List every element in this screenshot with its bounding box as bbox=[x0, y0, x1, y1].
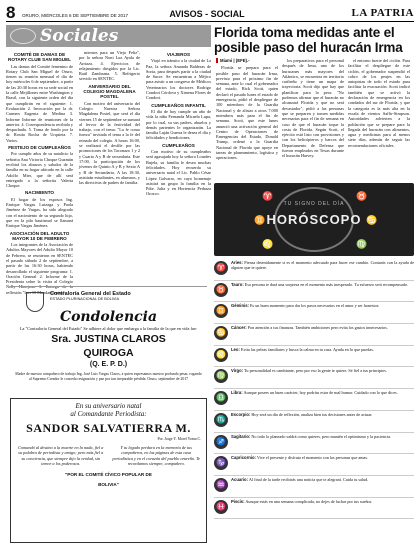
cancer-icon: ♋ bbox=[366, 215, 378, 225]
article-column-1 bbox=[214, 58, 280, 180]
sign-geminis bbox=[214, 302, 414, 324]
article-column-2 bbox=[280, 58, 346, 180]
sign-text: Esa persona te dará una sorpresa en el momento más inesperado. Tu esfuerzo será recompensado. bbox=[244, 281, 409, 287]
sign-text: Aunque posees un buen carácter, hoy podrías estar de mal humor. Cuidado con lo que dices. bbox=[243, 390, 398, 396]
aquarius-icon: ♒ bbox=[214, 478, 228, 492]
sociales-title: Sociales bbox=[40, 26, 119, 46]
anniversary-intro-line2: al Comandante Periodista: bbox=[70, 410, 147, 418]
horoscope-banner bbox=[214, 183, 414, 256]
item-heading: CUMPLEAÑOS INFANTIL bbox=[151, 102, 206, 108]
anniversary-intro-line1: En su aniversario natal bbox=[75, 402, 142, 410]
item-heading: NACIMIENTO bbox=[24, 190, 54, 196]
ornament-icon bbox=[10, 28, 36, 44]
sign-text: Hoy será un día de reflexión, analiza bien tus decisiones antes de actuar. bbox=[251, 411, 373, 417]
verse-right: Y tu legado perdura en la memoria de tus compañeros, en las páginas de esta casa periodística y en el corazón del pueblo orureño. Te recordamos siempre, compañero. bbox=[112, 445, 201, 467]
sign-virgo bbox=[214, 367, 414, 389]
sign-aries bbox=[214, 259, 414, 281]
item-body: Viajó en tránsito a la ciudad de La Paz, la señora Amanda Balderas de Soria, para después partir a la ciudad de Sucre. Se encuentran a Méjico para asistir a un congreso de Médicos Veterinarios los doctores Rodrigo Condori Córdova y Ximena Flores de Condori. bbox=[146, 58, 211, 101]
coat-of-arms-icon bbox=[26, 292, 44, 312]
sagittarius-icon: ♐ bbox=[214, 435, 228, 449]
condolence-ad bbox=[10, 286, 207, 394]
gemini-icon: ♊ bbox=[214, 304, 228, 318]
item-body: Por cumplir años de su natalicio la señorita Ana Victoria Choque Guzmán recibirá los abrazos y saludos de la familia en su hogar ubicado en la calle Adolfo Mier, que de allí será entregado a la señorita Valeria Choque. bbox=[6, 151, 73, 189]
sign-name: Piscis: bbox=[231, 498, 245, 504]
condolence-organization: Contraloría General del Estado bbox=[50, 291, 131, 297]
item-heading: FESTEJO DE CUMPLEAÑOS bbox=[8, 145, 71, 151]
sign-text: Piensa detenidamente si es el momento adecuado para hacer ese cambio. Contarás con la ayuda de alguien que te quiere. bbox=[231, 260, 415, 271]
sign-name: Escorpio: bbox=[231, 411, 251, 417]
sign-text: No todo lo planeado saldrá como quieres, pero mantén el optimismo y la paciencia. bbox=[251, 433, 392, 439]
article-body bbox=[214, 58, 414, 180]
deceased-surname: QUIROGA bbox=[83, 347, 134, 359]
item-heading: CUMPLEAÑOS bbox=[162, 142, 195, 148]
sign-text: Es un buen momento para dar los pasos necesarios en el amor y ser honestos. bbox=[249, 303, 380, 309]
sign-name: Sagitario: bbox=[231, 433, 251, 439]
sign-name: Géminis: bbox=[231, 303, 249, 309]
gemini-icon: ♊ bbox=[254, 215, 266, 225]
sign-sagitario bbox=[214, 433, 414, 455]
sociales-column-2 bbox=[76, 50, 143, 282]
sign-text: Aunque estás en una semana complicada, no dejes de luchar por tus sueños. bbox=[245, 498, 373, 504]
sign-name: Tauro: bbox=[231, 281, 244, 287]
sign-escorpio bbox=[214, 411, 414, 433]
honoree-name: SANDOR SALVATIERRA M. bbox=[26, 421, 191, 435]
leo-icon: ♌ bbox=[214, 348, 228, 362]
condolence-title: Condolencia bbox=[59, 309, 158, 325]
virgo-icon: ♍ bbox=[356, 239, 368, 249]
header-date: ORURO, MIÉRCOLES 6 DE SEPTIEMBRE DE 2017 bbox=[22, 13, 129, 18]
scorpio-icon: ♏ bbox=[214, 413, 228, 427]
sociales-column-1 bbox=[6, 50, 76, 295]
aries-icon: ♈ bbox=[214, 261, 228, 275]
item-heading: COMITÉ DE DAMAS DE ROTARY CLUB SAN MIGUEL bbox=[8, 52, 71, 63]
item-body: Con motivo del aniversario del Colegio Nuestra Señora Magdalena Postel, que será el día viernes 15 de septiembre se sumará al fervor de la festividad del trabajo, con el tema: "La fe como fuerza" invitada el tema a la fe del reinado del colegio. A horas 16:00, se realizará el desfile por las promociones de los Taconazo 1 y 2 y Cuarto A y B de secundaria. Este 17:00, la participación de los jóvenes de Quinto A y B y Sexto A y B de Secundaria. A las 18:30, asistirán estudiantes, ex alumnos, y las directivas de padres de familia. bbox=[79, 100, 140, 186]
sign-cancer bbox=[214, 324, 414, 346]
sign-leo bbox=[214, 346, 414, 368]
item-body: El hogar de los esposos Ing. Enrique Vargas Luizaga y Paola Jiménez de Vargas, ha sido alegrado con el nacimiento de su segundo hijo, que en la pila bautismal se llamará Enrique Vargas Jiménez. bbox=[6, 196, 73, 229]
libra-icon: ♎ bbox=[214, 391, 228, 405]
taurus-icon: ♉ bbox=[214, 283, 228, 297]
item-heading: ANIVERSARIO DEL COLEGIO MAGDALENA POSTEL bbox=[83, 83, 136, 100]
horoscope-list bbox=[214, 259, 414, 543]
deceased-name: Sra. JUSTINA CLAROS bbox=[51, 333, 166, 345]
sign-name: Leo: bbox=[231, 346, 240, 352]
anniversary-verses bbox=[16, 445, 201, 467]
condolence-footer: Madre de nuestro compañero de trabajo Ing. José Luis Vargas Claros, a quien expresamos nuestro profundo pesar, rogando al Supremo Creador le conceda resignación y paz por tan irreparable pérdida. Oruro, septiembre de 2017 bbox=[15, 372, 202, 381]
sign-text: Pon atención a tus finanzas. También ambiciones pero evita los gastos innecesarios. bbox=[247, 325, 388, 331]
anniversary-byline: Por. Jorge Y. Morel Yoma C. bbox=[157, 437, 201, 441]
verse-left: Comandó al destino a la muerte en la nada, fiel a su palabra de periodista y amigo; pero más fiel a su conciencia, que siempre dijo la verdad, sin temor a los poderosos. bbox=[18, 445, 104, 467]
taurus-icon: ♉ bbox=[356, 191, 368, 201]
pisces-icon: ♓ bbox=[214, 500, 228, 514]
item-body: mientos para un Viejo Feliz", por la señora Noni Luz Ayala de Arriaza. 4. Ejercicios de relajamiento dirigidos por la Lic. Raúl Zambrana. 5. Refrigerio servido en SENTEC. bbox=[79, 50, 140, 82]
page-header bbox=[6, 4, 414, 22]
sign-name: Virgo: bbox=[231, 368, 244, 374]
page-number: 8 bbox=[6, 3, 16, 22]
article-text: los preparativos para el personal después de Irma, uno de los huracanes más mayores del Atlántico, se encuentra en territorio caribeño y tiene un mapa de trayectoria. Scott dijo que hay que planificar para lo peor. "No podemos afirmar que el huracán no alcanzará Florida y que no será devastador", pidió a las personas que se preparen y tomen medidas necesarias para el fin de semana en caso de que el huracán toque la costa de Florida. Según Scott, el ejército está listo con provisiones y con los helicópteros y barcos del Departamento de Defensa que fueron empleados en Texas durante el huracán Harvey. bbox=[282, 58, 344, 159]
horoscope-subtitle: TU SIGNO DEL DÍA bbox=[283, 201, 345, 207]
virgo-icon: ♍ bbox=[214, 369, 228, 383]
capricorn-icon: ♑ bbox=[214, 456, 228, 470]
item-body: El día de hoy cumple un año de vida la niña Fernanda Micaela Lupa, por lo cual, su sus padres, abuelos y demás parientes le organizarán. La familia Luján Guerra le desea el día y felicidades y bendiciones. bbox=[146, 108, 211, 141]
item-body: Las damas del Comité femenino de Rotary Club San Miguel de Oruro, tienen su reunión mensual el día de hoy miércoles 6 de septiembre, a partir de las 20:30 horas en su sede social en la calle Mejillones entre Washington y Brasil, con la siguiente orden del día que cumplirán en el siguiente: 1. Evaluación 2. Invocación por la dr. Carmen Eugenia de Medina 3. Informe Informe de reuniones de la anterior. 4. Correspondencia recibida y despachada. 5. Toma de fondo por la dr. Rosita Rocha de Urquieta. 7. Varios. bbox=[6, 63, 73, 143]
item-body: Con motivo de su cumpleaños será agasajada hoy la señora Lourdes Bujela, su familia le desea muchas felicidades. Hoy recuerda su aniversario natal el Lic. Pablo César López Galvarro, en cuyo homenaje asistirá un grupo la familia en la Pdte. Julia y en Hortencia Pedraza Orozco. bbox=[146, 149, 211, 197]
condolence-org-subtitle: ESTADO PLURINACIONAL DE BOLIVIA bbox=[50, 297, 119, 301]
sociales-banner bbox=[6, 25, 211, 47]
sociales-column-3 bbox=[143, 50, 211, 282]
article-column-3 bbox=[346, 58, 412, 180]
cancer-icon: ♋ bbox=[214, 326, 228, 340]
anniversary-signature-line2: BOLIVIA" bbox=[98, 482, 119, 488]
article-text: Florida se prepara para el posible paso del huracán Irma, previsto para el próximo fin de semana, ante lo cual el gobernador del estado, Rick Scott, quien declaró el pasado lunes el estado de emergencia, pidió el despliegue de 100 miembros de la Guardia Nacional y de alistar a otros 7.000 miembros más para el fin de semana. Scott, que este lunes anunció una activación general del Centro de Operaciones de Emergencias del Estado, Donald Trump, ordenó a la Guardia Nacional de Florida que apoye en tareas de planeamiento, logística y operaciones. bbox=[216, 65, 278, 161]
article-dateline: Miami | (EFE).- bbox=[216, 58, 278, 63]
sign-tauro bbox=[214, 281, 414, 303]
sign-name: Libra: bbox=[231, 390, 243, 396]
sign-piscis bbox=[214, 498, 414, 520]
item-heading: VIAJEROS bbox=[166, 52, 191, 57]
condolence-lead: La "Contraloría General del Estado" Se adhiere al dolor que embarga a la familia de la que en vida fue: bbox=[19, 326, 198, 331]
article-text: el entorno fuerte del ciclón. Para facilitar el despliegue de este ciclón, el gobernador suspendió el cobro de los peajes en las autopistas de todo el estado para facilitar la evacuación. Scott indicó también que se activó la declaración de emergencia en los condados del sur de Florida, y que la categoría es la más alta en la escala de vientos Saffir-Simpson. Autoridades advierten a la población que se prepare para la llegada del huracán con alimentos, agua y medicinas para al menos siete días, además de seguir las recomendaciones oficiales. bbox=[348, 58, 410, 148]
sign-text: Vive el presente y disfruta el momento con las personas que amas. bbox=[256, 455, 369, 461]
aries-icon: ♈ bbox=[262, 191, 274, 201]
anniversary-signature-line1: "POR EL COMITÉ CÍVICO POPULAR DE bbox=[65, 471, 152, 477]
article-headline: Florida toma medidas ante el posible paso del huracán Irma bbox=[214, 25, 403, 55]
deceased-rip: (Q. E. P. D.) bbox=[89, 361, 128, 368]
sign-text: Tu personalidad es cambiante, pero por eso la gente te quiere. Sé fiel a tus principios. bbox=[244, 368, 387, 374]
leo-icon: ♌ bbox=[262, 239, 274, 249]
sign-name: Acuario: bbox=[231, 476, 248, 482]
sign-name: Capricornio: bbox=[231, 455, 256, 461]
sign-name: Aries: bbox=[231, 260, 243, 265]
sign-acuario bbox=[214, 476, 414, 498]
sign-name: Cáncer: bbox=[231, 325, 247, 331]
newspaper-name: LA PATRIA bbox=[351, 7, 414, 19]
anniversary-ad bbox=[10, 398, 207, 543]
sign-libra bbox=[214, 389, 414, 411]
sign-text: Al final de la tarde recibirás una noticia que te alegrará. Cuida tu salud. bbox=[248, 476, 369, 482]
item-heading: ASOCIACIÓN DEL ADULTO MAYOR 10 DE FEBRERO bbox=[9, 230, 70, 241]
section-title: AVISOS - SOCIAL bbox=[169, 9, 245, 19]
sign-capricornio bbox=[214, 454, 414, 476]
horoscope-title: HORÓSCOPO bbox=[266, 212, 362, 227]
sign-text: Evita las peleas familiares y busca la calma en tu casa. Ayuda en lo que puedas. bbox=[240, 346, 374, 352]
item-body: Los integrantes de la Asociación de Adultos Mayores del Adulto Mayor 10 de Febrero, se reunieron en SENTEC el pasado sábado 2 de septiembre, a partir de las 16:30 horas, habiendo desarrollado el siguiente programa: 1. Oración General 2. Informe de la Presidenta sobre la visita al Colegio Nelly Hinojosa. 3. Entrega de la reflexión "Los 10 Mandamientos". bbox=[6, 242, 73, 295]
